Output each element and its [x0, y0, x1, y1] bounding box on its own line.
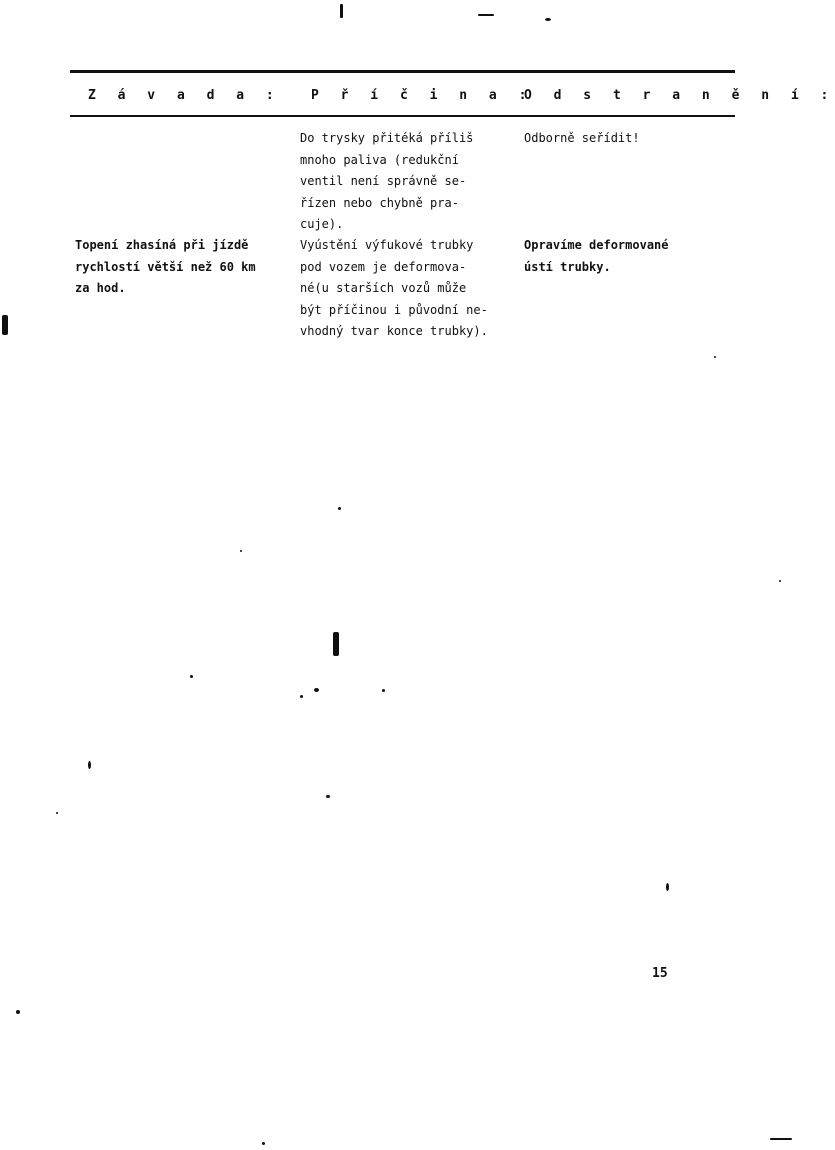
- row1-cause-line: Do trysky přitéká příliš: [300, 131, 474, 145]
- scan-speck: [382, 689, 385, 692]
- row2-cause-line: vhodný tvar konce trubky).: [300, 324, 488, 338]
- table-top-rule: [70, 70, 735, 73]
- scan-speck: [338, 507, 341, 510]
- scan-speck: [240, 550, 242, 552]
- row2-cause-cell: [300, 235, 488, 343]
- scan-speck: [56, 812, 58, 814]
- scan-speck: [478, 14, 494, 16]
- scan-speck: [262, 1142, 265, 1145]
- scan-speck: [666, 883, 669, 891]
- table-header-rule: [70, 115, 735, 117]
- scan-speck: [545, 18, 551, 21]
- row2-remedy-cell: [524, 235, 669, 278]
- scan-speck: [714, 356, 716, 358]
- scan-speck: [326, 795, 330, 798]
- row1-cause-line: mnoho paliva (redukční: [300, 152, 459, 167]
- row2-cause-line: Vyústění výfukové trubky: [300, 238, 474, 252]
- header-remedy: O d s t r a n ě n í :: [524, 88, 835, 103]
- scan-speck: [300, 695, 303, 698]
- row2-defect-line: za hod.: [75, 281, 126, 295]
- scan-speck: [333, 632, 339, 656]
- scan-speck: [779, 580, 781, 582]
- scan-speck: [16, 1010, 20, 1014]
- row2-defect-cell: [75, 235, 256, 300]
- row1-cause-line: cuje).: [300, 217, 344, 231]
- row1-cause-line: řízen nebo chybně pra-: [300, 195, 459, 210]
- header-defect: Z á v a d a :: [88, 88, 281, 103]
- scan-speck: [190, 675, 193, 678]
- scan-speck: [314, 688, 319, 692]
- header-cause: P ř í č i n a :: [311, 88, 534, 103]
- row1-remedy-cell: [524, 128, 640, 150]
- scan-speck: [340, 4, 343, 18]
- row2-remedy-line: ústí trubky.: [524, 259, 611, 274]
- row2-cause-line: pod vozem je deformova-: [300, 259, 467, 274]
- scan-speck: [88, 761, 91, 769]
- row1-cause-line: ventil není správně se-: [300, 174, 467, 188]
- page-number: 15: [652, 966, 668, 981]
- row2-cause-line: být příčinou i původní ne-: [300, 302, 488, 317]
- scan-speck: [770, 1138, 792, 1140]
- row2-remedy-line: Opravíme deformované: [524, 238, 669, 252]
- row2-defect-line: rychlostí větší než 60 km: [75, 259, 256, 274]
- row2-defect-line: Topení zhasíná při jízdě: [75, 238, 249, 252]
- scan-speck: [2, 315, 8, 335]
- row2-cause-line: né(u starších vozů může: [300, 281, 467, 295]
- row1-cause-cell: [300, 128, 473, 236]
- row1-remedy-line: Odborně seřídit!: [524, 131, 640, 145]
